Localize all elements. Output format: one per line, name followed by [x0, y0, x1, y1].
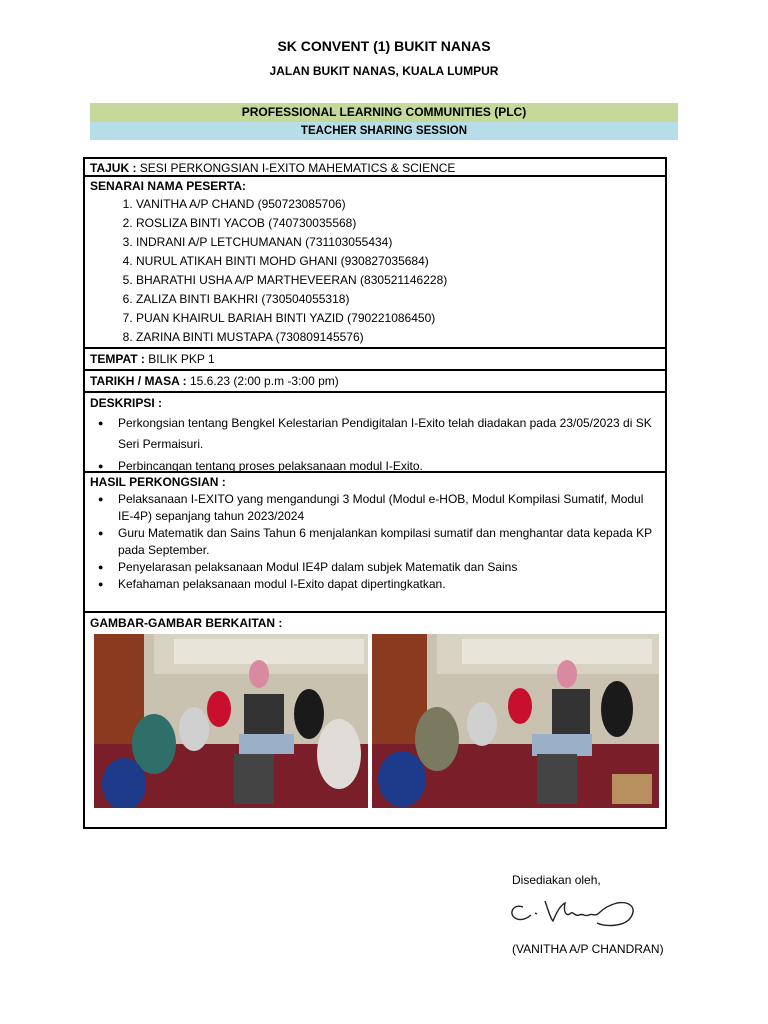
list-item: 1. VANITHA A/P CHAND (950723085706): [136, 196, 447, 215]
list-item: ● Penyelarasan pelaksanaan Modul IE4P dalam subjek Matematik dan Sains: [92, 559, 660, 576]
school-address: JALAN BUKIT NANAS, KUALA LUMPUR: [269, 64, 499, 78]
list-item: 3. INDRANI A/P LETCHUMANAN (731103055434): [136, 234, 447, 253]
list-item: 4. NURUL ATIKAH BINTI MOHD GHANI (930827035684): [136, 253, 447, 272]
deskripsi-label: DESKRIPSI :: [90, 396, 163, 410]
banner-title: PROFESSIONAL LEARNING COMMUNITIES (PLC): [90, 103, 678, 122]
list-item: ● Perkongsian tentang Bengkel Kelestarian Pendigitalan I-Exito telah diadakan pada 23/05/2023 di SK Seri Permaisuri.: [92, 413, 660, 455]
signature: [505, 893, 645, 935]
list-item: 8. ZARINA BINTI MUSTAPA (730809145576): [136, 329, 447, 348]
tempat-value: BILIK PKP 1: [148, 352, 215, 366]
banner-subtitle: TEACHER SHARING SESSION: [90, 122, 678, 140]
tempat-row: [90, 351, 215, 368]
tajuk-label: TAJUK :: [90, 161, 137, 175]
deskripsi-list: [92, 413, 660, 475]
meeting-photo: [372, 634, 659, 808]
list-item: 6. ZALIZA BINTI BAKHRI (730504055318): [136, 291, 447, 310]
gambar-label: GAMBAR-GAMBAR BERKAITAN :: [90, 616, 283, 630]
list-item: 5. BHARATHI USHA A/P MARTHEVEERAN (830521146228): [136, 272, 447, 291]
tarikh-label: TARIKH / MASA :: [90, 374, 187, 388]
list-item: ● Kefahaman pelaksanaan modul I-Exito dapat dipertingkatkan.: [92, 576, 660, 593]
list-item: 7. PUAN KHAIRUL BARIAH BINTI YAZID (790221086450): [136, 310, 447, 329]
hasil-list: [92, 491, 660, 593]
divider: [83, 611, 667, 613]
tajuk-row: [90, 160, 455, 177]
hasil-label: HASIL PERKONGSIAN :: [90, 475, 226, 489]
school-name: SK CONVENT (1) BUKIT NANAS: [277, 38, 491, 54]
list-item: ● Pelaksanaan I-EXITO yang mengandungi 3 Modul (Modul e-HOB, Modul Kompilasi Sumatif, Modul IE-4P) sepanjang tahun 2023/2024: [92, 491, 660, 525]
list-item: ● Perbincangan tentang proses pelaksanaan modul I-Exito.: [92, 458, 660, 475]
tarikh-value: 15.6.23 (2:00 p.m -3:00 pm): [190, 374, 339, 388]
prepared-by-label: Disediakan oleh,: [512, 873, 601, 887]
meeting-photo: [94, 634, 368, 808]
signer-name: (VANITHA A/P CHANDRAN): [512, 942, 664, 956]
divider: [83, 369, 667, 371]
peserta-label: SENARAI NAMA PESERTA:: [90, 179, 247, 193]
tarikh-row: [90, 373, 339, 390]
divider: [83, 391, 667, 393]
tajuk-value: SESI PERKONGSIAN I-EXITO MAHEMATICS & SCIENCE: [139, 161, 456, 175]
list-item: ● Guru Matematik dan Sains Tahun 6 menjalankan kompilasi sumatif dan menghantar data kepada KP pada September.: [92, 525, 660, 559]
tempat-label: TEMPAT :: [90, 352, 145, 366]
participant-list: [112, 196, 447, 348]
list-item: 2. ROSLIZA BINTI YACOB (740730035568): [136, 215, 447, 234]
